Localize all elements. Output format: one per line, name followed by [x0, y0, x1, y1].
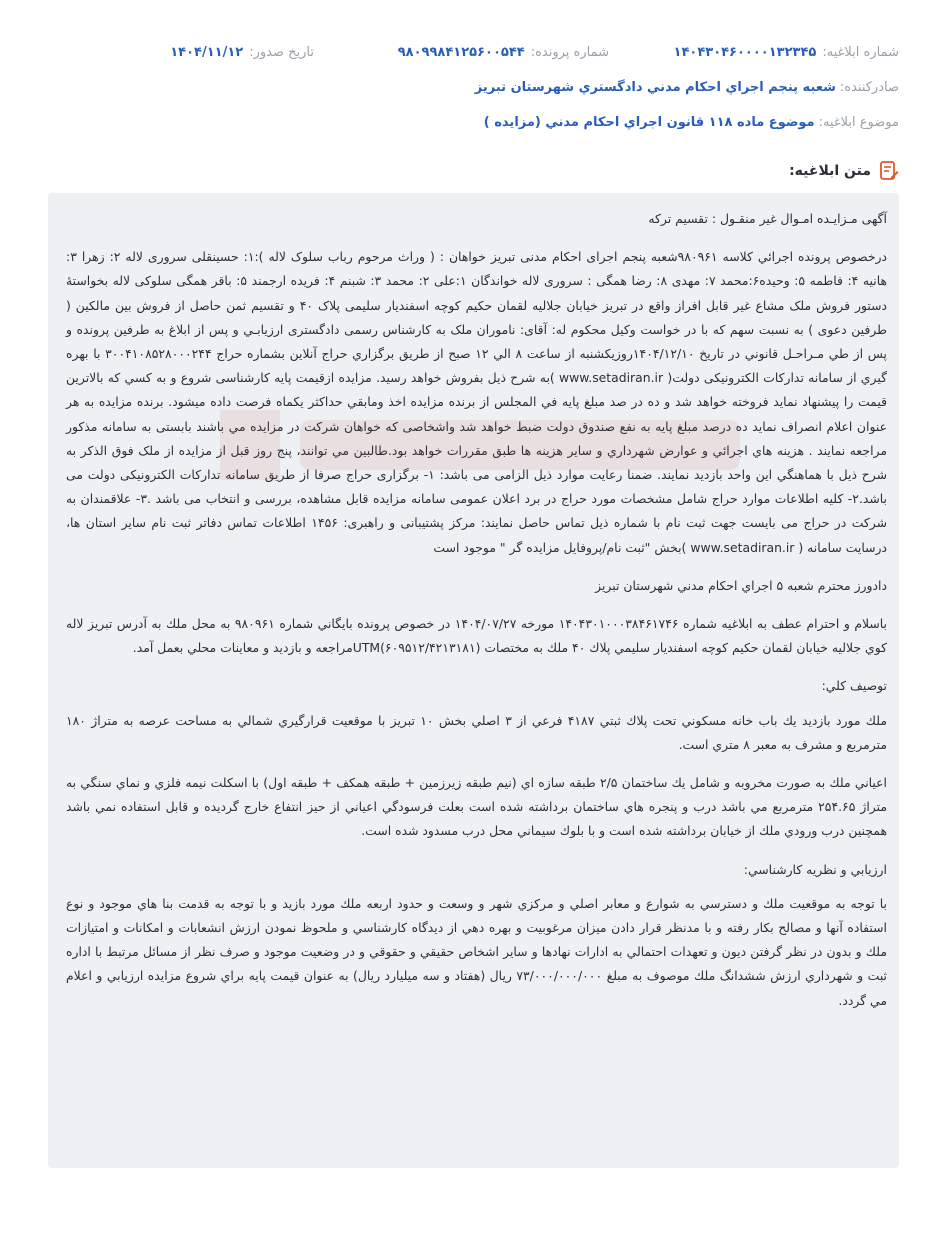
appraisal-heading: ارزيابي و نظريه كارشناسي:	[743, 861, 887, 877]
subject-value: موضوع ماده ۱۱۸ قانون اجراي احكام مدني (مزايده )	[483, 115, 815, 130]
issue-date-value: ۱۴۰۴/۱۱/۱۲	[170, 45, 244, 60]
general-description: ملك مورد بازديد يك باب خانه مسكوني تحت پلاك ثبتي ۴۱۸۷ فرعي از ۳ اصلي بخش ۱۰ تبريز با موقعيت قرارگيري شمالي به مساحت عرصه به متراژ ۱۸۰ مترمربع و مشرف به معبر ۸ متري است.	[66, 712, 887, 752]
appraisal-opinion: با توجه به موقعيت ملك و دسترسي به شوارع و معابر اصلي و مركزي شهر و وسعت و حدود اربعه ملك مورد بازيد و با توجه به قدمت بنا هاي موجود و نوع استفاده آنها و مصالح بكار رفته و با مدنظر قرار دادن ميزان مرغوبيت و بهره دهي از ديدگاه كارشناسي و ملحوظ نمودن ارزش انشعابات و امكانات و امتيازات ملك و بدون در نظر گرفتن ديون و تعهدات احتمالي به ادارات نهادها و ساير اشخاص حقيقي و حقوقي و در وضعيت موجود و صرف نظر از مسائل مرتبط با اداره ثبت و شهرداري ارزش ششدانگ ملك موصوف به مبلغ ۷۳/۰۰۰/۰۰۰/۰۰۰ ريال (هفتاد و سه ميليارد ريال) به عنوان قيمت پايه براي شروع مزايده ارزيابي و اعلام مي گردد.	[66, 895, 888, 1008]
section-title: متن ابلاغیه:	[789, 163, 871, 179]
subject-row	[484, 115, 899, 130]
notice-body	[48, 193, 899, 1168]
building-description: اعياني ملك به صورت مخروبه و شامل يك ساختمان ۲/۵ طبقه سازه اي (نيم طبقه زيرزمين + طبقه همكف + طبقه اول) با اسكلت نيمه فلزي و نماي سنگي به متراژ ۲۵۴.۶۵ مترمربع مي باشد درب و پنجره هاي ساختمان برداشته شده است بعلت فرسودگي اعياني از حيز انتفاع خارج گرديده و قابل استفاده نمي باشد همچنين درب ورودي ملك از خيابان برداشته شده است و با بلوك سيماني محل درب مسدود شده است.	[66, 775, 887, 839]
inspection-intro: باسلام و احترام عطف به ابلاغيه شماره ۱۴۰۴۳۰۱۰۰۰۳۸۴۶۱۷۴۶ مورخه ۱۴۰۴/۰۷/۲۷ در خصوص پرونده بايگاني شماره ۹۸۰۹۶۱ به محل ملك به آدرس تبريز لاله كوي جلاليه خيابان لقمان حكيم كوچه اسفنديار سليمي پلاك ۴۰ ملك به مختصات UTM(۶۰۹۵۱۲/۴۲۱۳۱۸۱)مراجعه و بازديد و معاينات محلي بعمل آمد.	[66, 616, 887, 656]
auction-heading: آگهی مـزایـده امـوال غیر منقـول : تقسیم ترکه	[648, 211, 887, 226]
document-edit-icon	[879, 160, 899, 182]
case-number	[398, 45, 609, 60]
header-meta-row	[40, 45, 899, 69]
issuer-row	[475, 80, 899, 95]
issuer-label: صادرکننده:	[839, 80, 899, 95]
case-number-value: ۹۸۰۹۹۸۴۱۲۵۶۰۰۵۴۴	[397, 45, 525, 60]
issue-date	[170, 45, 314, 60]
issue-date-label: تاریخ صدور:	[249, 45, 314, 60]
subject-label: موضوع ابلاغیه:	[818, 115, 899, 130]
notice-number	[674, 45, 899, 60]
notice-number-label: شماره ابلاغیه:	[822, 45, 899, 60]
section-header	[789, 158, 899, 184]
issuer-value: شعبه پنجم اجراي احكام مدني دادگستري شهرستان تبريز	[474, 80, 836, 95]
auction-details: درخصوص پرونده اجرائي کلاسه ۹۸۰۹۶۱شعبه پنجم اجرای احکام مدنی تبریز خواهان : ( وراث مرحوم رباب سلوک لاله ):۱: حسینقلی سروری لاله ۲: زهرا ۳: هانیه ۴: فاطمه ۵: وحیده۶:محمد ۷: مهدی ۸: رضا همگی : سروری لاله خواندگان ۱:علی ۲: محمد ۳: شبنم ۴: فریده ارجمند ۵: باقر همگی سلوکی لاله بخواستهٔ دستور فروش ملک مشاع غیر قابل افراز واقع در تبریز خیابان جلالیه لقمان حکیم کوچه اسفندیار سلیمی پلاک ۴۰ و تقسیم ثمن حاصل از فروش بین مالکین ( طرفین دعوی ) به نسبت سهم که با در خواست وکیل محکوم له: آقای: ناموران ملک به کارشناس رسمی دادگستری ارزیابـي و پس از ابلاغ به طرفين پرونده و پس از طي مـراحـل قانوني در تاريخ ۱۴۰۴/۱۲/۱۰روزيکشنبه از ساعت ۸ الي ۱۲ صبح از طريق برگزاري حراج آنلاين بشماره حراج ۳۰۰۴۱۰۸۵۲۸۰۰۰۲۴۴ با بهره گيري از سامانه تدارکات الکترونيکی دولت( www.setadiran.ir )به شرح ذيل بفروش خواهد رسيد. مزايده ازقيمت پايه کارشناسی شروع و به کسي که بالاترين قيمت را پيشنهاد نمايد فروخته خواهد شد و ده در صد مبلغ پايه في المجلس از برنده مزايده اخذ ومابقي حداکثر يکماه فرصت داده ميشود. برنده مزايده به هر عنوان اعلام انصراف نمايد ده درصد مبلغ پايه به نفع صندوق دولت ضبط خواهد شد واشخاصی که خواهان شرکت در مزايده مي باشند بابستی به سامانه مذکور مراجعه نمايند . هزينه هاي اجرائي و عوارض شهرداري و ساير هزينه ها طبق مقررات خواهد بود.طالبين مي توانند، پنج روز قبل از مزايده از ملک فوق الذکر به شرح ذيل با هماهنگي اين واحد بازديد نمايند. ضمنا رعايت موارد ذيل الزامی می باشد: ۱- برگزاری حراج صرفا از طريق سامانه تدارکات الکترونيکی دولت می باشد.۲- کليه اطلاعات موارد حراج شامل مشخصات مورد حراج در برد اعلان عمومی سامانه مزايده قابل مشاهده، بررسی و انتخاب می باشد .۳- علاقمندان به شرکت در حراج می بايست جهت ثبت نام با شماره ذيل تماس حاصل نمايند: مرکز پشتيبانی و راهبری: ۱۴۵۶ اطلاعات تماس دفاتر ثبت نام ساير استان ها، درسايت سامانه ( www.setadiran.ir )بخش "ثبت نام/پروفايل مزايده گر " موجود است	[66, 249, 888, 555]
notice-number-value: ۱۴۰۴۳۰۴۶۰۰۰۰۱۳۲۳۴۵	[673, 45, 817, 60]
general-description-heading: توصيف كلي:	[821, 678, 887, 694]
addressee: دادورز محترم شعبه ۵ اجراي احكام مدني شهرستان تبريز	[595, 577, 887, 593]
case-number-label: شماره پرونده:	[530, 45, 609, 60]
